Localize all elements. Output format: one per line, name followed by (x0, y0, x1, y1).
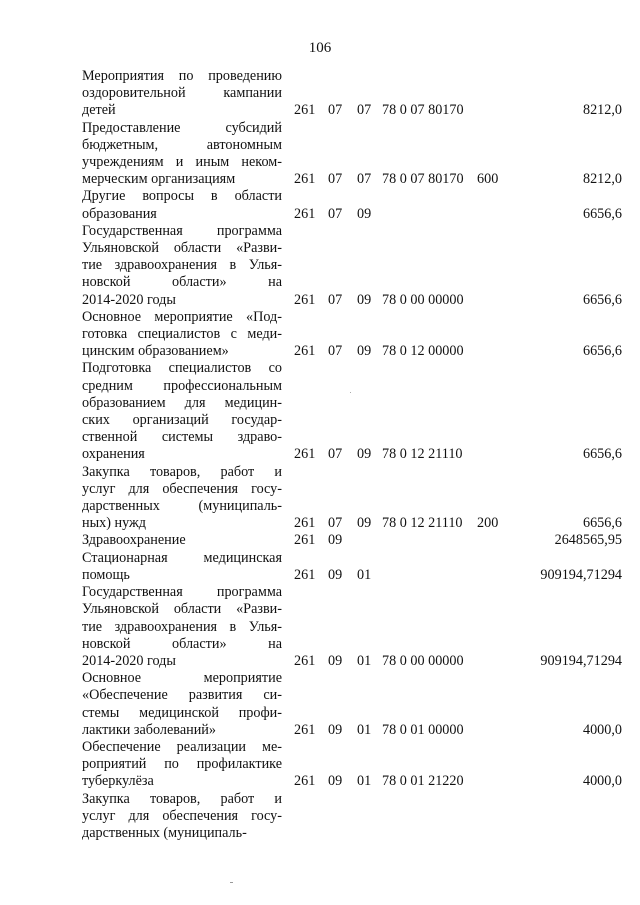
cell-subsection: 07 (357, 102, 372, 119)
cell-target-article: 78 0 12 00000 (382, 343, 464, 360)
cell-subsection: 09 (357, 446, 372, 463)
item-name (82, 670, 282, 739)
item-name (82, 68, 282, 120)
item-name (82, 739, 282, 791)
item-name-line: образованием для медицин- (82, 394, 282, 411)
cell-ministry-code: 261 (294, 773, 316, 790)
item-name (82, 584, 282, 670)
item-name-line: помощь (82, 566, 130, 583)
item-name-line: тие здравоохранения в Улья- (82, 618, 282, 635)
item-name-line: Здравоохранение (82, 532, 186, 549)
item-name (82, 309, 282, 361)
cell-subsection: 01 (357, 721, 372, 738)
cell-ministry-code: 261 (294, 343, 316, 360)
cell-target-article: 78 0 07 80170 (382, 102, 464, 119)
item-name-line: 2014-2020 годы (82, 291, 176, 308)
item-name-line: средним профессиональным (82, 377, 282, 394)
cell-ministry-code: 261 (294, 566, 316, 583)
cell-amount: 909194,71294 (540, 652, 622, 669)
cell-section: 07 (328, 205, 343, 222)
item-name (82, 223, 282, 309)
cell-target-article: 78 0 01 00000 (382, 721, 464, 738)
cell-amount: 6656,6 (582, 291, 622, 308)
cell-expense-type: 600 (477, 171, 499, 188)
cell-subsection: 01 (357, 652, 372, 669)
cell-section: 09 (328, 566, 343, 583)
table-row (82, 584, 622, 670)
item-name-line: услуг для обеспечения госу- (82, 480, 282, 497)
cell-subsection: 09 (357, 205, 372, 222)
item-name-line: учреждениям и иным неком- (82, 154, 282, 171)
cell-ministry-code: 261 (294, 652, 316, 669)
item-name (82, 120, 282, 189)
cell-ministry-code: 261 (294, 532, 316, 549)
item-name-line: Государственная программа (82, 584, 282, 601)
cell-section: 07 (328, 171, 343, 188)
item-name-line: охранения (82, 446, 145, 463)
item-name-line: Предоставление субсидий (82, 119, 282, 136)
cell-target-article: 78 0 01 21220 (382, 773, 464, 790)
table-row (82, 464, 622, 533)
cell-section: 09 (328, 532, 343, 549)
cell-ministry-code: 261 (294, 102, 316, 119)
cell-target-article: 78 0 12 21110 (382, 515, 463, 532)
table-row (82, 223, 622, 309)
table-row (82, 550, 622, 584)
cell-section: 07 (328, 446, 343, 463)
cell-amount: 8212,0 (582, 102, 622, 119)
cell-amount: 6656,6 (582, 515, 622, 532)
table-row (82, 670, 622, 739)
cell-amount: 909194,71294 (540, 566, 622, 583)
cell-section: 07 (328, 515, 343, 532)
cell-amount: 2648565,95 (554, 532, 622, 549)
cell-section: 09 (328, 721, 343, 738)
item-name-line: Закупка товаров, работ и (82, 463, 282, 480)
item-name-line: роприятий по профилактике (82, 756, 282, 773)
item-name-line: «Обеспечение развития си- (82, 687, 282, 704)
cell-section: 09 (328, 652, 343, 669)
item-name (82, 532, 282, 549)
item-name-line: Ульяновской области «Разви- (82, 240, 282, 257)
cell-amount: 4000,0 (582, 721, 622, 738)
item-name-line: ских организаций государ- (82, 412, 282, 429)
cell-amount: 8212,0 (582, 171, 622, 188)
page-number: 106 (308, 40, 332, 56)
cell-ministry-code: 261 (294, 205, 316, 222)
item-name (82, 550, 282, 584)
cell-section: 07 (328, 343, 343, 360)
cell-section: 07 (328, 291, 343, 308)
item-name-line: ных) нужд (82, 515, 147, 532)
cell-subsection: 07 (357, 171, 372, 188)
cell-subsection: 09 (357, 343, 372, 360)
cell-amount: 6656,6 (582, 343, 622, 360)
scan-speck (350, 392, 351, 393)
item-name-line: тие здравоохранения в Улья- (82, 257, 282, 274)
cell-target-article: 78 0 12 21110 (382, 446, 463, 463)
cell-amount: 6656,6 (582, 205, 622, 222)
item-name-line: детей (82, 102, 116, 119)
budget-table (82, 68, 622, 842)
table-row (82, 791, 622, 843)
table-row (82, 68, 622, 120)
table-row (82, 532, 622, 549)
cell-subsection: 09 (357, 291, 372, 308)
cell-ministry-code: 261 (294, 291, 316, 308)
cell-subsection: 09 (357, 515, 372, 532)
item-name-line: Подготовка специалистов со (82, 360, 282, 377)
item-name (82, 360, 282, 463)
scan-mark (230, 882, 233, 883)
cell-section: 09 (328, 773, 343, 790)
item-name-line: Мероприятия по проведению (82, 68, 282, 84)
item-name (82, 464, 282, 533)
item-name-line: ственной системы здраво- (82, 429, 282, 446)
item-name-line: образования (82, 205, 157, 222)
item-name-line: дарственных (муниципаль- (82, 824, 247, 841)
item-name-line: Государственная программа (82, 222, 282, 239)
cell-target-article: 78 0 00 00000 (382, 652, 464, 669)
table-row (82, 360, 622, 463)
item-name-line: оздоровительной кампании (82, 85, 282, 102)
cell-ministry-code: 261 (294, 721, 316, 738)
cell-ministry-code: 261 (294, 171, 316, 188)
item-name-line: Ульяновской области «Разви- (82, 601, 282, 618)
cell-subsection: 01 (357, 773, 372, 790)
item-name-line: Основное мероприятие (82, 670, 282, 687)
item-name-line: Закупка товаров, работ и (82, 790, 282, 807)
cell-target-article: 78 0 00 00000 (382, 291, 464, 308)
item-name-line: готовка специалистов с меди- (82, 326, 282, 343)
item-name-line: дарственных (муниципаль- (82, 498, 282, 515)
item-name-line: Основное мероприятие «Под- (82, 308, 282, 325)
cell-subsection: 01 (357, 566, 372, 583)
item-name-line: бюджетным, автономным (82, 136, 282, 153)
item-name (82, 188, 282, 222)
item-name-line: 2014-2020 годы (82, 652, 176, 669)
item-name-line: услуг для обеспечения госу- (82, 807, 282, 824)
item-name-line: мерческим организациям (82, 171, 236, 188)
cell-section: 07 (328, 102, 343, 119)
table-row (82, 739, 622, 791)
item-name-line: Обеспечение реализации ме- (82, 738, 282, 755)
cell-ministry-code: 261 (294, 515, 316, 532)
table-row (82, 188, 622, 222)
cell-amount: 4000,0 (582, 773, 622, 790)
item-name-line: туберкулёза (82, 773, 154, 790)
item-name-line: Стационарная медицинская (82, 549, 282, 566)
item-name-line: Другие вопросы в области (82, 188, 282, 205)
item-name-line: новской области» на (82, 274, 282, 291)
table-row (82, 309, 622, 361)
item-name-line: стемы медицинской профи- (82, 704, 282, 721)
cell-expense-type: 200 (477, 515, 499, 532)
cell-ministry-code: 261 (294, 446, 316, 463)
cell-target-article: 78 0 07 80170 (382, 171, 464, 188)
item-name-line: новской области» на (82, 635, 282, 652)
item-name-line: лактики заболеваний» (82, 721, 216, 738)
table-row (82, 120, 622, 189)
cell-amount: 6656,6 (582, 446, 622, 463)
item-name-line: цинским образованием» (82, 343, 229, 360)
item-name (82, 791, 282, 843)
